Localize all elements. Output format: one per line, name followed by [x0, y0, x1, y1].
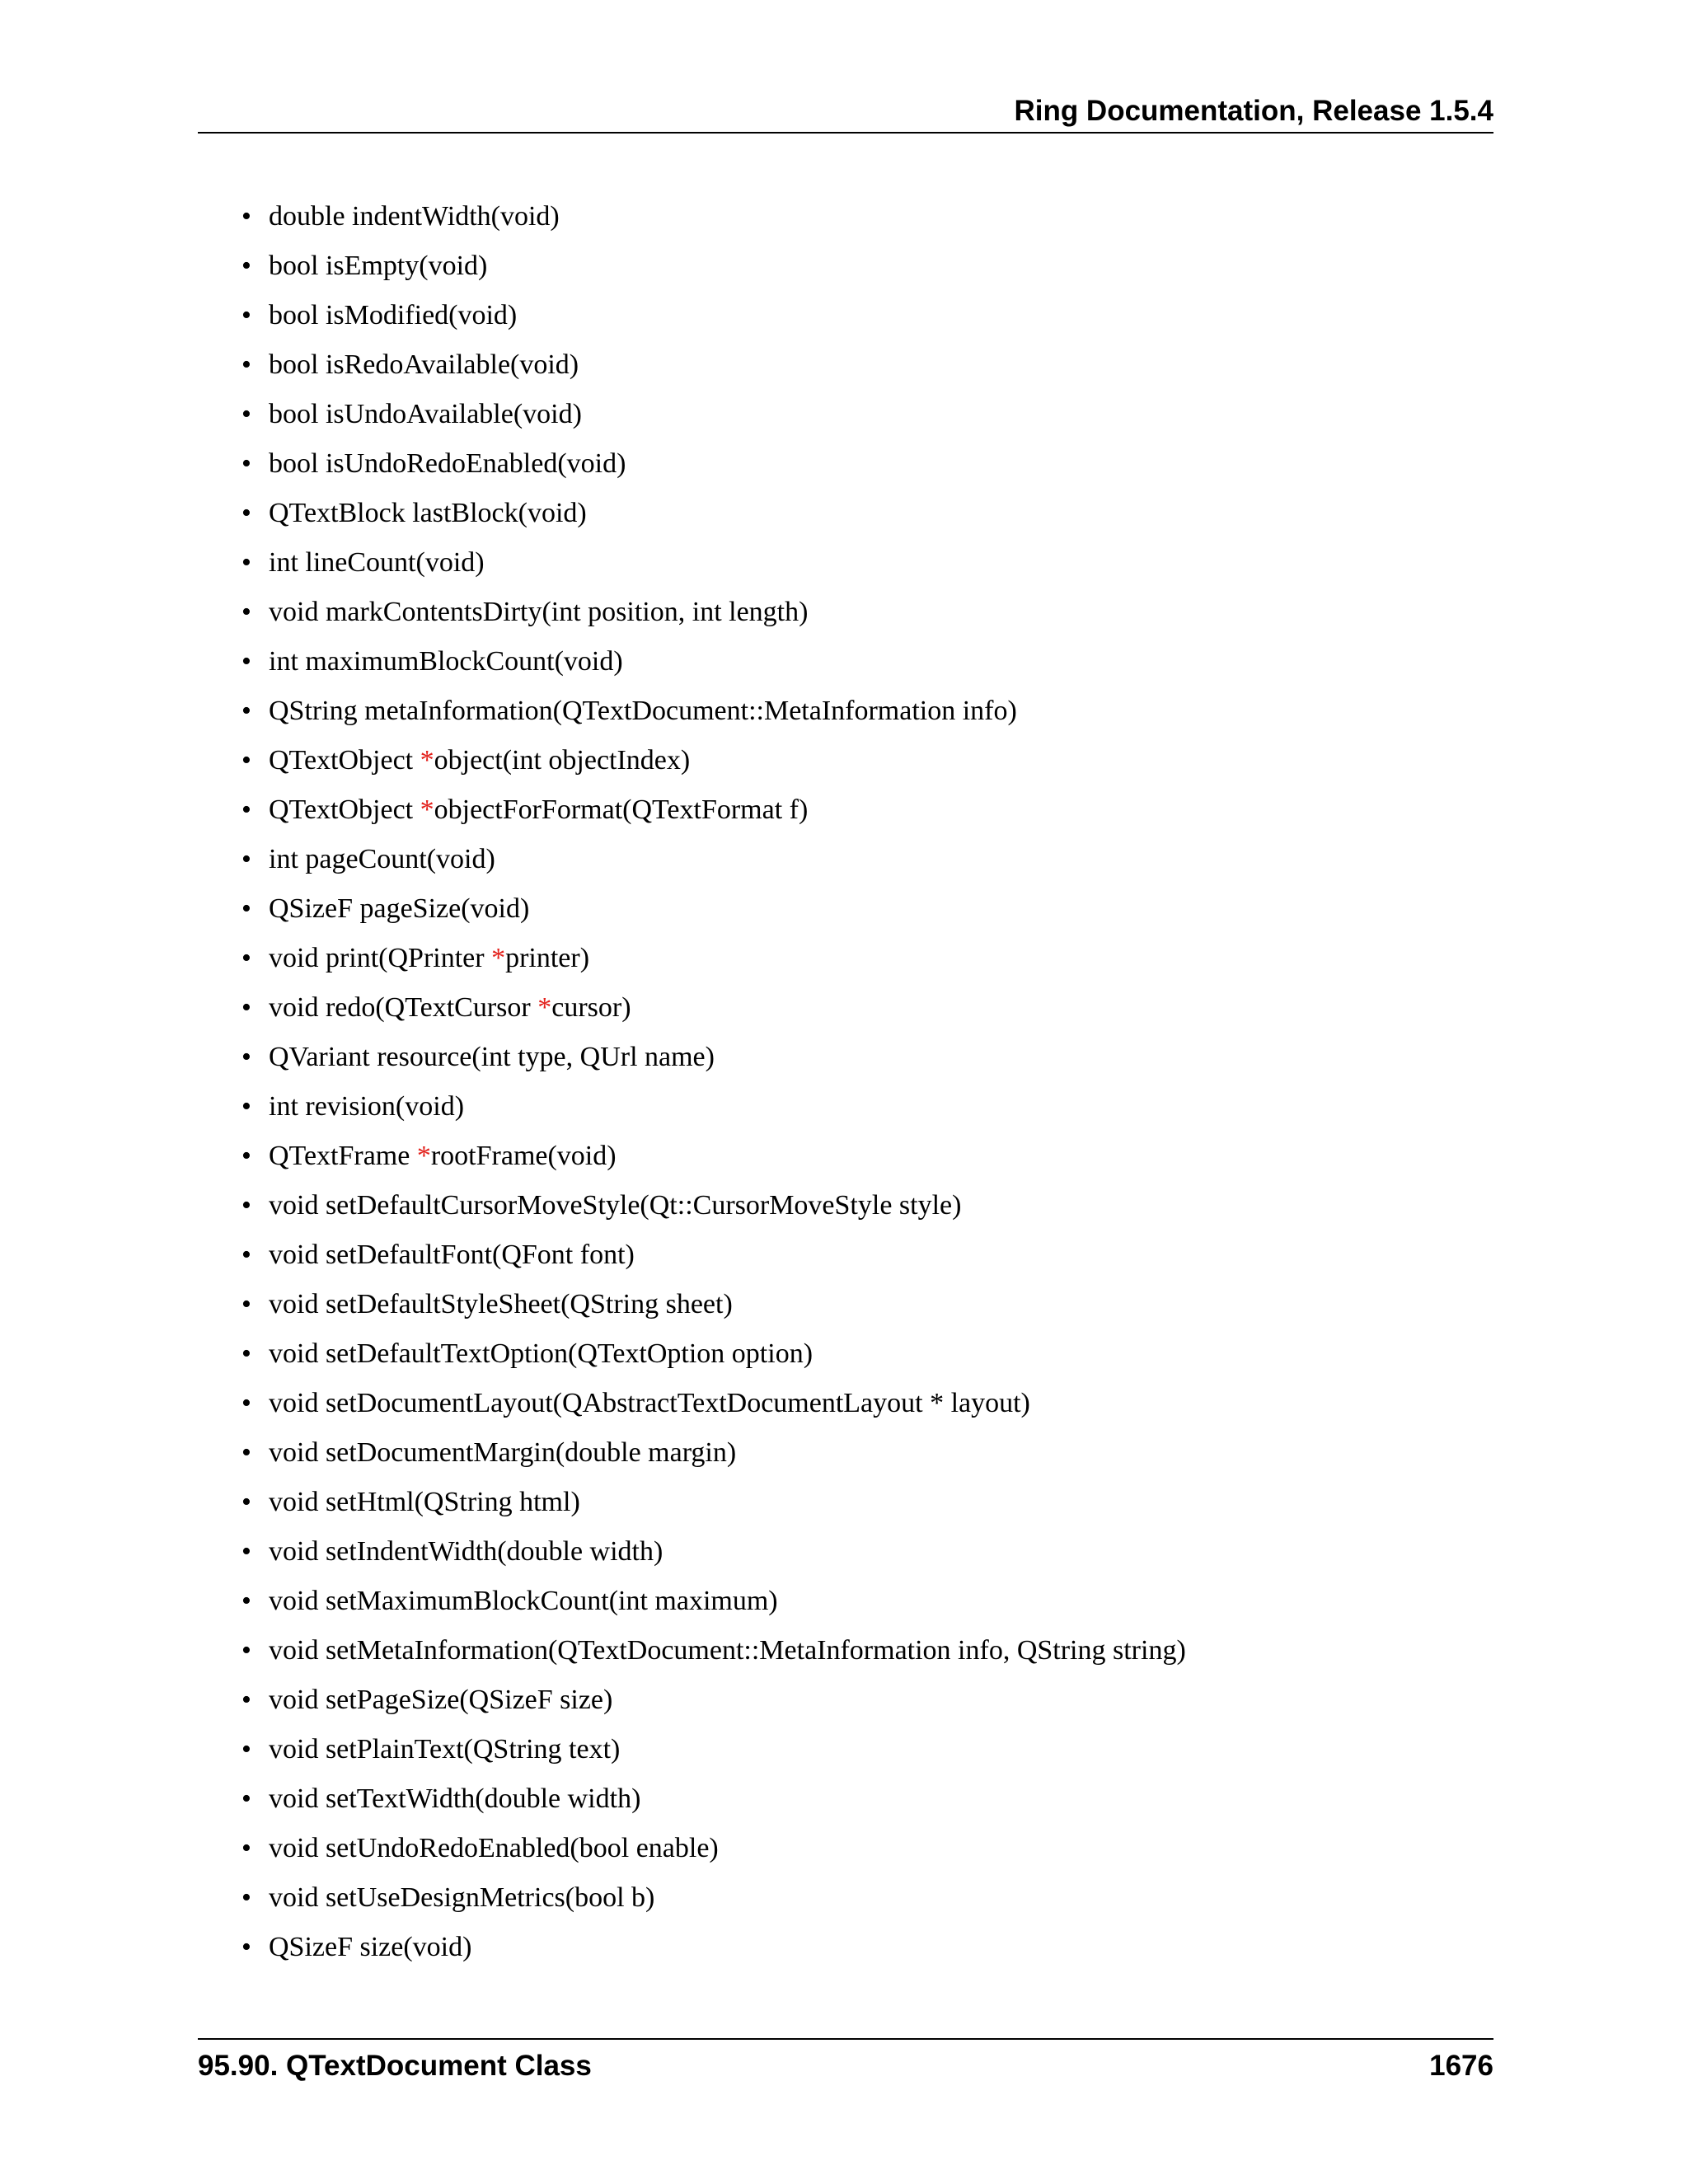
method-signature: QString metaInformation(QTextDocument::MetaInformation info): [269, 696, 1017, 726]
method-signature-part: void redo(QTextCursor: [269, 992, 538, 1023]
method-list-item: [239, 394, 1186, 443]
method-list-item: [239, 542, 1186, 592]
method-list-item: [239, 1037, 1186, 1086]
method-list-item: [239, 1284, 1186, 1333]
method-list-item: [239, 1828, 1186, 1877]
method-list-item: [239, 344, 1186, 394]
bullet-icon: •: [241, 794, 251, 825]
method-signature-part: printer): [505, 943, 590, 973]
bullet-icon: •: [241, 349, 251, 380]
bullet-icon: •: [241, 251, 251, 281]
pointer-asterisk: *: [416, 1141, 431, 1171]
method-list-item: [239, 295, 1186, 344]
bullet-icon: •: [241, 1685, 251, 1715]
method-signature: QVariant resource(int type, QUrl name): [269, 1042, 715, 1072]
bullet-icon: •: [241, 1190, 251, 1221]
method-signature: QSizeF size(void): [269, 1932, 472, 1962]
method-signature: bool isUndoRedoEnabled(void): [269, 448, 626, 479]
bullet-icon: •: [241, 1042, 251, 1072]
method-signature-part: cursor): [551, 992, 631, 1023]
bullet-icon: •: [241, 1240, 251, 1270]
method-list-item: [239, 691, 1186, 740]
method-signature: double indentWidth(void): [269, 201, 560, 232]
method-list-item: [239, 1383, 1186, 1432]
bullet-icon: •: [241, 597, 251, 627]
method-list-item: [239, 1185, 1186, 1235]
method-signature: void setIndentWidth(double width): [269, 1536, 663, 1567]
method-signature: void setDocumentMargin(double margin): [269, 1437, 737, 1468]
method-signature: bool isModified(void): [269, 300, 518, 330]
bullet-icon: •: [241, 992, 251, 1023]
method-list-item: [239, 1877, 1186, 1927]
method-list-item: [239, 1086, 1186, 1136]
bullet-icon: •: [241, 1437, 251, 1468]
method-list-item: [239, 987, 1186, 1037]
method-list-item: [239, 1333, 1186, 1383]
method-signature: void setUseDesignMetrics(bool b): [269, 1882, 655, 1913]
method-signature: void markContentsDirty(int position, int length): [269, 597, 809, 627]
bullet-icon: •: [241, 201, 251, 232]
method-signature: bool isUndoAvailable(void): [269, 399, 582, 429]
method-list: [239, 196, 1186, 1976]
method-list-item: [239, 1136, 1186, 1185]
method-list-item: [239, 1235, 1186, 1284]
method-list-item: [239, 1531, 1186, 1581]
bullet-icon: •: [241, 1338, 251, 1369]
bullet-icon: •: [241, 1388, 251, 1418]
method-signature: QSizeF pageSize(void): [269, 893, 530, 924]
method-list-item: [239, 1779, 1186, 1828]
section-title: 95.90. QTextDocument Class: [198, 2050, 592, 2082]
bullet-icon: •: [241, 1783, 251, 1814]
method-list-item: [239, 1581, 1186, 1630]
method-signature-part: object(int objectIndex): [434, 745, 691, 776]
method-list-item: [239, 196, 1186, 246]
method-list-item: [239, 493, 1186, 542]
bullet-icon: •: [241, 1734, 251, 1765]
method-list-item: [239, 1432, 1186, 1482]
method-list-item: [239, 740, 1186, 790]
method-list-item: [239, 790, 1186, 839]
bullet-icon: •: [241, 1882, 251, 1913]
method-signature: void setDefaultFont(QFont font): [269, 1240, 635, 1270]
method-signature-part: QTextObject: [269, 745, 420, 776]
bullet-icon: •: [241, 943, 251, 973]
bullet-icon: •: [241, 399, 251, 429]
method-signature: void setPageSize(QSizeF size): [269, 1685, 613, 1715]
bullet-icon: •: [241, 1487, 251, 1517]
method-signature: int pageCount(void): [269, 844, 495, 874]
bullet-icon: •: [241, 1586, 251, 1616]
bullet-icon: •: [241, 745, 251, 776]
bullet-icon: •: [241, 844, 251, 874]
bullet-icon: •: [241, 1536, 251, 1567]
method-signature: int maximumBlockCount(void): [269, 646, 623, 677]
method-signature: int revision(void): [269, 1091, 465, 1122]
method-list-item: [239, 1927, 1186, 1976]
page-footer: [198, 2038, 1493, 2086]
method-list-item: [239, 839, 1186, 888]
method-list-item: [239, 592, 1186, 641]
bullet-icon: •: [241, 696, 251, 726]
bullet-icon: •: [241, 1833, 251, 1863]
bullet-icon: •: [241, 300, 251, 330]
method-signature-part: QTextObject: [269, 794, 420, 825]
page-number: 1676: [1429, 2050, 1493, 2082]
method-signature: void setPlainText(QString text): [269, 1734, 621, 1765]
bullet-icon: •: [241, 646, 251, 677]
method-signature: bool isEmpty(void): [269, 251, 488, 281]
method-list-item: [239, 1680, 1186, 1729]
method-list-item: [239, 1729, 1186, 1779]
method-signature-part: objectForFormat(QTextFormat f): [434, 794, 809, 825]
bullet-icon: •: [241, 498, 251, 528]
method-list-item: [239, 246, 1186, 295]
bullet-icon: •: [241, 1635, 251, 1666]
method-signature-part: rootFrame(void): [430, 1141, 617, 1171]
method-signature: QTextBlock lastBlock(void): [269, 498, 587, 528]
method-signature: void setTextWidth(double width): [269, 1783, 641, 1814]
method-list-item: [239, 938, 1186, 987]
bullet-icon: •: [241, 1289, 251, 1319]
method-list-item: [239, 641, 1186, 691]
method-list-item: [239, 1482, 1186, 1531]
bullet-icon: •: [241, 1141, 251, 1171]
bullet-icon: •: [241, 448, 251, 479]
method-signature: void setMetaInformation(QTextDocument::MetaInformation info, QString string): [269, 1635, 1186, 1666]
method-signature: void setDocumentLayout(QAbstractTextDocumentLayout * layout): [269, 1388, 1030, 1418]
method-signature: bool isRedoAvailable(void): [269, 349, 579, 380]
pointer-asterisk: *: [537, 992, 552, 1023]
method-list-item: [239, 888, 1186, 938]
page-header: [198, 91, 1493, 134]
method-signature-part: void print(QPrinter: [269, 943, 492, 973]
method-list-item: [239, 1630, 1186, 1680]
method-signature: void setUndoRedoEnabled(bool enable): [269, 1833, 719, 1863]
pointer-asterisk: *: [491, 943, 506, 973]
method-signature: void setDefaultTextOption(QTextOption option): [269, 1338, 814, 1369]
method-list-item: [239, 443, 1186, 493]
document-title: Ring Documentation, Release 1.5.4: [1014, 95, 1493, 127]
pointer-asterisk: *: [420, 745, 434, 776]
method-signature: void setDefaultCursorMoveStyle(Qt::CursorMoveStyle style): [269, 1190, 962, 1221]
bullet-icon: •: [241, 547, 251, 578]
bullet-icon: •: [241, 1932, 251, 1962]
method-signature: void setMaximumBlockCount(int maximum): [269, 1586, 778, 1616]
bullet-icon: •: [241, 1091, 251, 1122]
method-signature-part: QTextFrame: [269, 1141, 417, 1171]
bullet-icon: •: [241, 893, 251, 924]
method-signature: void setDefaultStyleSheet(QString sheet): [269, 1289, 733, 1319]
method-signature: int lineCount(void): [269, 547, 485, 578]
pointer-asterisk: *: [420, 794, 434, 825]
method-signature: void setHtml(QString html): [269, 1487, 580, 1517]
